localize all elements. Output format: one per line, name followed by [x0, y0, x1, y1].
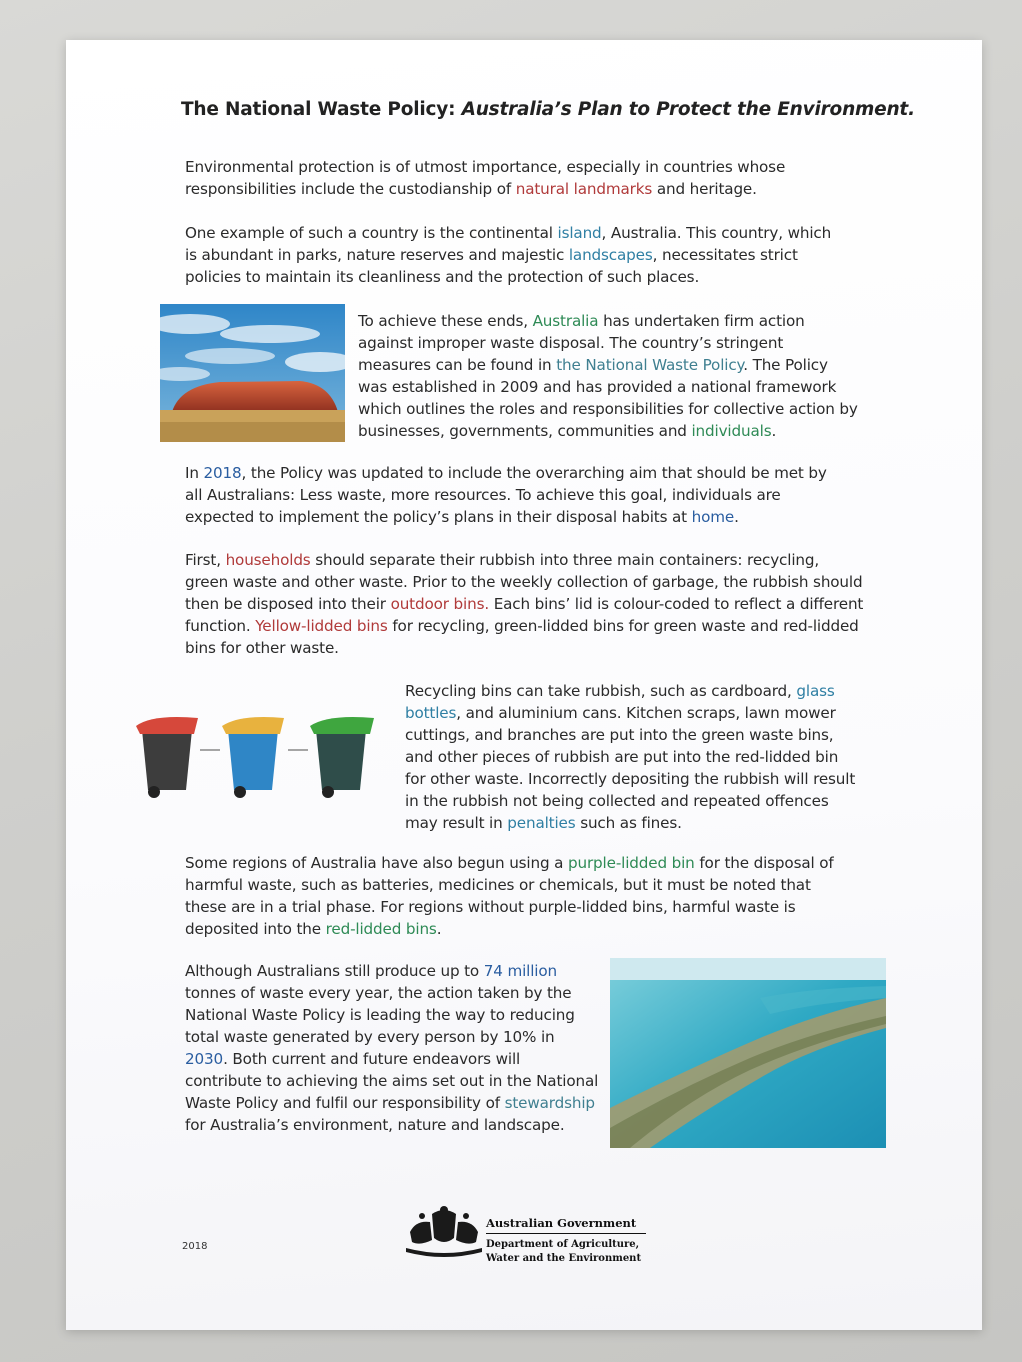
paragraph-2: One example of such a country is the continental island, Australia. This country, which is abundant in parks, nature reserves and majestic landscapes, necessitates strict policies to maintain its cleanliness and the protection of such places.	[185, 224, 832, 286]
red-bin-icon	[136, 717, 198, 798]
uluru-image	[160, 304, 345, 442]
paragraph-3: To achieve these ends, Australia has undertaken firm action against improper waste disposal. The country’s stringent measures can be found in the National Waste Policy. The Policy was established in 2009 and has provided a national framework which outlines the roles and responsibilities for collective action by businesses, governments, communities and individuals.	[358, 312, 858, 440]
link-home: home	[691, 508, 735, 526]
paragraph-1: Environmental protection is of utmost importance, especially in countries whose responsibilities include the custodianship of natural landmarks and heritage.	[185, 158, 786, 198]
link-purple-lidded-bin: purple-lidded bin	[568, 854, 695, 872]
government-title: Australian Government	[486, 1216, 646, 1234]
paragraph-5: First, households should separate their rubbish into three main containers: recycling, green waste and other waste. Prior to the weekly collection of garbage, the rubbish should then be disposed into their outdoor bins. Each bins’ lid is colour-coded to reflect a different function. Yellow-lidded bins for recycling, green-lidded bins for green waste and red-lidded bins for other waste.	[185, 551, 864, 657]
yellow-blue-bin-icon	[222, 717, 284, 798]
paragraph-7: Some regions of Australia have also begun using a purple-lidded bin for the disposal of harmful waste, such as batteries, medicines or chemicals, but it must be noted that these are in a trial phase. For regions without purple-lidded bins, harmful waste is deposited into the red-lidded bins.	[185, 854, 834, 938]
paragraph-6: Recycling bins can take rubbish, such as cardboard, glass bottles, and aluminium cans. Kitchen scraps, lawn mower cuttings, and branches are put into the green waste bins, and other pieces of rubbish are put into the red-lidded bin for other waste. Incorrectly depositing the rubbish will result in the rubbish not being collected and repeated offences may result in penalties such as fines.	[405, 682, 856, 832]
green-bin-icon	[310, 717, 374, 798]
link-outdoor-bins: outdoor bins.	[390, 595, 490, 613]
government-logo-text	[486, 1216, 646, 1266]
paragraph-4: In 2018, the Policy was updated to include the overarching aim that should be met by all Australians: Less waste, more resources. To achieve this goal, individuals are expected to implement the policy’s plans in their disposal habits at home.	[185, 464, 827, 526]
footer-year: 2018	[182, 1241, 208, 1252]
link-2018: 2018	[203, 464, 242, 482]
link-households: households	[225, 551, 311, 569]
reef-aerial-image	[610, 958, 886, 1148]
link-penalties: penalties	[507, 814, 576, 832]
link-2030: 2030	[185, 1050, 224, 1068]
link-stewardship: stewardship	[504, 1094, 595, 1112]
coat-of-arms-icon	[402, 1202, 486, 1262]
link-australia: Australia	[532, 312, 599, 330]
link-74-million: 74 million	[483, 962, 557, 980]
link-landscapes: landscapes	[568, 246, 653, 264]
link-individuals: individuals	[691, 422, 772, 440]
link-natural-landmarks: natural landmarks	[515, 180, 653, 198]
department-name: Department of Agriculture, Water and the Environment	[486, 1239, 642, 1264]
link-island: island	[557, 224, 602, 242]
paragraph-8: Although Australians still produce up to 74 million tonnes of waste every year, the action taken by the National Waste Policy is leading the way to reducing total waste generated by every person by 10% in 2030. Both current and future endeavors will contribute to achieving the aims set out in the National Waste Policy and fulfil our responsibility of stewardship for Australia’s environment, nature and landscape.	[185, 962, 599, 1134]
link-glass-bottles: glass bottles	[405, 682, 835, 722]
link-yellow-lidded-bins: Yellow-lidded bins	[255, 617, 388, 635]
link-red-lidded-bins: red-lidded bins	[325, 920, 437, 938]
document-title: The National Waste Policy: Australia’s Plan to Protect the Environment.	[181, 99, 915, 120]
link-national-waste-policy: the National Waste Policy	[556, 356, 744, 374]
waste-bins-illustration	[132, 712, 382, 802]
